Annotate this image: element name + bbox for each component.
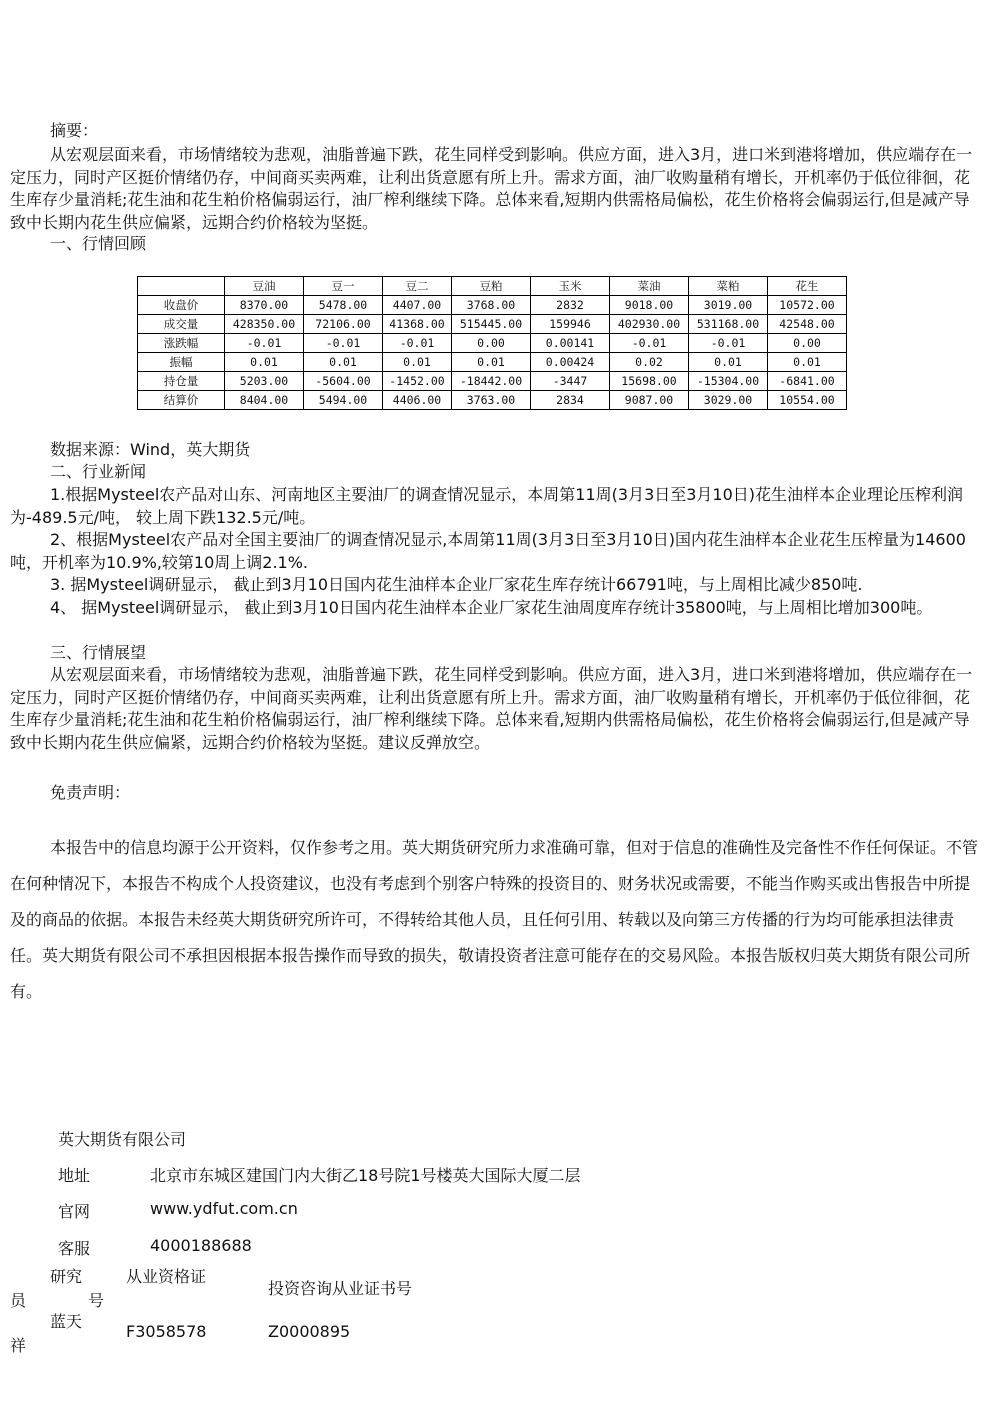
table-corner-cell <box>138 277 225 296</box>
researcher-name-line2: 祥 <box>10 1336 27 1355</box>
researcher-name-line1: 蓝天 <box>50 1312 83 1331</box>
header-cell: 豆油 <box>225 277 304 296</box>
table-cell: 0.01 <box>225 353 304 372</box>
table-cell: 0.02 <box>610 353 689 372</box>
row-label: 成交量 <box>138 315 225 334</box>
table-cell: 0.01 <box>768 353 847 372</box>
section1-title: 一、行情回顾 <box>50 234 147 253</box>
table-cell: -3447 <box>531 372 610 391</box>
table-cell: 515445.00 <box>452 315 531 334</box>
table-cell: 3029.00 <box>689 391 768 410</box>
table-cell: -0.01 <box>610 334 689 353</box>
data-source: 数据来源：Wind，英大期货 <box>50 440 251 459</box>
table-cell: 4406.00 <box>383 391 452 410</box>
service-phone: 4000188688 <box>150 1236 252 1255</box>
table-cell: 4407.00 <box>383 296 452 315</box>
table-cell: 41368.00 <box>383 315 452 334</box>
table-row <box>138 372 847 391</box>
table-cell: 10572.00 <box>768 296 847 315</box>
table-cell: 8404.00 <box>225 391 304 410</box>
header-cell: 花生 <box>768 277 847 296</box>
researcher-label-line2: 员 <box>10 1291 27 1310</box>
table-cell: 0.01 <box>304 353 383 372</box>
summary-heading: 摘要： <box>50 121 99 140</box>
news-item: 4、 据Mysteel调研显示， 截止到3月10日国内花生油样本企业厂家花生油周度库存统计35800吨，与上周相比增加300吨。 <box>50 598 933 617</box>
cert-label-line1: 从业资格证 <box>126 1267 207 1286</box>
table-cell: 0.00 <box>452 334 531 353</box>
table-cell: 0.00424 <box>531 353 610 372</box>
table-cell: 402930.00 <box>610 315 689 334</box>
table-cell: 2832 <box>531 296 610 315</box>
table-cell: 531168.00 <box>689 315 768 334</box>
cert-label-line2: 号 <box>88 1291 105 1310</box>
row-label: 振幅 <box>138 353 225 372</box>
news-item: 2、根据Mysteel农产品对全国主要油厂的调查情况显示,本周第11周(3月3日至3月10日)国内花生油样本企业花生压榨量为14600吨，开机率为10.9%,较第10周上调2.1%. <box>10 530 966 572</box>
disclaimer-title: 免责声明： <box>50 783 131 802</box>
table-cell: 9018.00 <box>610 296 689 315</box>
summary-paragraph: 从宏观层面来看，市场情绪较为悲观，油脂普遍下跌，花生同样受到影响。供应方面，进入3月，进口米到港将增加，供应端存在一定压力，同时产区挺价情绪仍存，中间商买卖两难，让利出货意愿有所上升。需求方面，油厂收购量稍有增长，开机率仍于低位徘徊，花生库存少量消耗;花生油和花生粕价格偏弱运行，油厂榨利继续下降。总体来看,短期内供需格局偏松，花生价格将会偏弱运行,但是减产导致中长期内花生供应偏紧，远期合约价格较为坚挺。 <box>10 145 973 232</box>
website-label: 官网 <box>58 1202 91 1221</box>
table-row <box>138 334 847 353</box>
table-cell: 2834 <box>531 391 610 410</box>
table-cell: 5203.00 <box>225 372 304 391</box>
service-label: 客服 <box>58 1239 91 1258</box>
header-cell: 玉米 <box>531 277 610 296</box>
table-cell: 42548.00 <box>768 315 847 334</box>
address-value: 北京市东城区建国门内大街乙18号院1号楼英大国际大厦二层 <box>150 1166 581 1185</box>
table-cell: -5604.00 <box>304 372 383 391</box>
header-cell: 豆二 <box>383 277 452 296</box>
table-cell: 0.01 <box>689 353 768 372</box>
table-cell: 9087.00 <box>610 391 689 410</box>
table-row <box>138 315 847 334</box>
table-header-row <box>138 277 847 296</box>
row-label: 收盘价 <box>138 296 225 315</box>
header-cell: 豆一 <box>304 277 383 296</box>
table-cell: -15304.00 <box>689 372 768 391</box>
table-cell: -18442.00 <box>452 372 531 391</box>
invest-cert-number: Z0000895 <box>268 1322 351 1341</box>
news-item: 3. 据Mysteel调研显示， 截止到3月10日国内花生油样本企业厂家花生库存统计66791吨，与上周相比减少850吨. <box>50 575 863 594</box>
table-cell: 428350.00 <box>225 315 304 334</box>
table-row <box>138 296 847 315</box>
table-cell: 159946 <box>531 315 610 334</box>
table-cell: 3768.00 <box>452 296 531 315</box>
table-cell: 72106.00 <box>304 315 383 334</box>
table-cell: -1452.00 <box>383 372 452 391</box>
header-cell: 菜油 <box>610 277 689 296</box>
table-cell: -6841.00 <box>768 372 847 391</box>
row-label: 持仓量 <box>138 372 225 391</box>
section3-title: 三、行情展望 <box>50 643 147 662</box>
cert-number: F3058578 <box>126 1322 207 1341</box>
table-cell: -0.01 <box>304 334 383 353</box>
table-row <box>138 353 847 372</box>
table-cell: 0.01 <box>383 353 452 372</box>
table-cell: 0.01 <box>452 353 531 372</box>
table-cell: -0.01 <box>383 334 452 353</box>
table-cell: 3763.00 <box>452 391 531 410</box>
website-link[interactable]: www.ydfut.com.cn <box>150 1199 298 1218</box>
table-cell: 5494.00 <box>304 391 383 410</box>
header-cell: 豆粕 <box>452 277 531 296</box>
invest-cert-label: 投资咨询从业证书号 <box>268 1279 413 1298</box>
outlook-paragraph: 从宏观层面来看，市场情绪较为悲观，油脂普遍下跌，花生同样受到影响。供应方面，进入3月，进口米到港将增加，供应端存在一定压力，同时产区挺价情绪仍存，中间商买卖两难，让利出货意愿有所上升。需求方面，油厂收购量稍有增长，开机率仍于低位徘徊，花生库存少量消耗;花生油和花生粕价格偏弱运行，油厂榨利继续下降。总体来看,短期内供需格局偏松，花生价格将会偏弱运行,但是减产导致中长期内花生供应偏紧，远期合约价格较为坚挺。建议反弹放空。 <box>10 665 973 752</box>
address-label: 地址 <box>58 1166 91 1185</box>
table-cell: -0.01 <box>689 334 768 353</box>
table-cell: 8370.00 <box>225 296 304 315</box>
row-label: 结算价 <box>138 391 225 410</box>
market-review-table <box>137 276 847 410</box>
table-cell: -0.01 <box>225 334 304 353</box>
table-cell: 0.00141 <box>531 334 610 353</box>
row-label: 涨跌幅 <box>138 334 225 353</box>
table-cell: 10554.00 <box>768 391 847 410</box>
table-cell: 5478.00 <box>304 296 383 315</box>
table-cell: 15698.00 <box>610 372 689 391</box>
researcher-label-line1: 研究 <box>50 1267 83 1286</box>
news-item: 1.根据Mysteel农产品对山东、河南地区主要油厂的调查情况显示，本周第11周(3月3日至3月10日)花生油样本企业理论压榨利润为-489.5元/吨， 较上周下跌132.5元/吨。 <box>10 485 964 527</box>
company-name: 英大期货有限公司 <box>58 1130 187 1149</box>
table-row <box>138 391 847 410</box>
table-cell: 0.00 <box>768 334 847 353</box>
section2-title: 二、行业新闻 <box>50 462 147 481</box>
table-cell: 3019.00 <box>689 296 768 315</box>
disclaimer-paragraph: 本报告中的信息均源于公开资料，仅作参考之用。英大期货研究所力求准确可靠，但对于信息的准确性及完备性不作任何保证。不管在何种情况下，本报告不构成个人投资建议，也没有考虑到个别客户特殊的投资目的、财务状况或需要，不能当作购买或出售报告中所提及的商品的依据。本报告未经英大期货研究所许可，不得转给其他人员，且任何引用、转载以及向第三方传播的行为均可能承担法律责任。英大期货有限公司不承担因根据本报告操作而导致的损失，敬请投资者注意可能存在的交易风险。本报告版权归英大期货有限公司所有。 <box>10 838 979 1001</box>
header-cell: 菜粕 <box>689 277 768 296</box>
